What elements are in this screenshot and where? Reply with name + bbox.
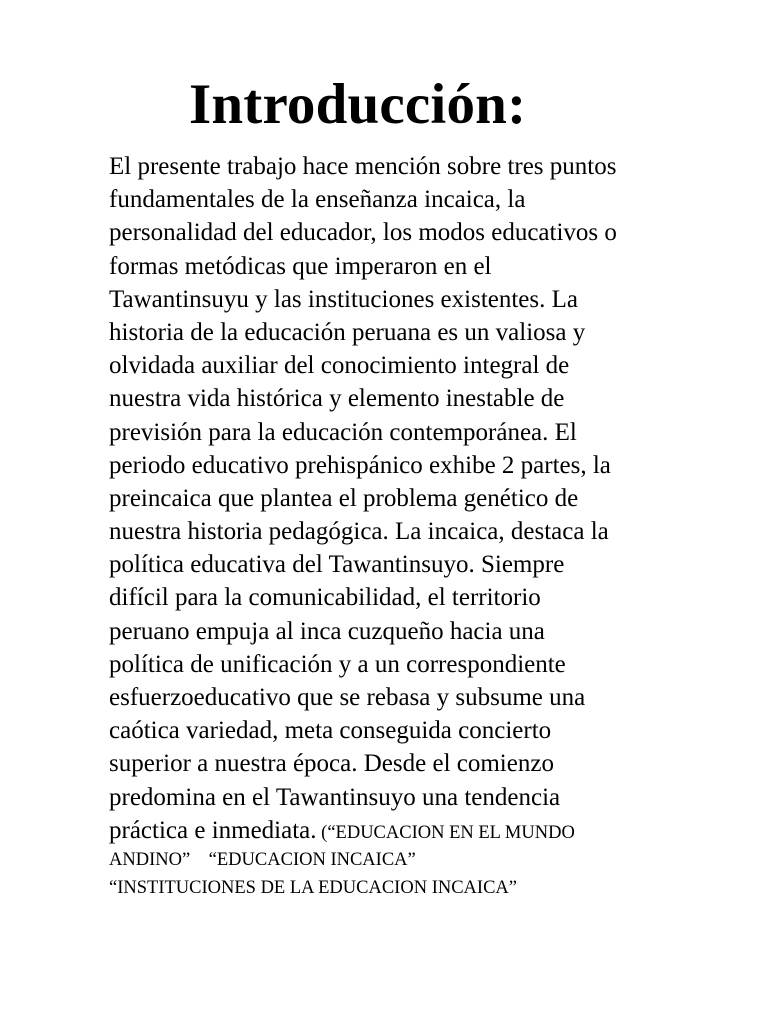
body-text-line: previsión para la educación contemporánea. El	[109, 418, 577, 446]
body-text-line: personalidad del educador, los modos educativos o	[109, 219, 617, 247]
body-text-line: nuestra vida histórica y elemento inestable de	[109, 385, 565, 413]
body-text-line: difícil para la comunicabilidad, el territorio	[109, 584, 541, 612]
body-text-line	[109, 814, 617, 847]
body-text-line: política educativa del Tawantinsuyo. Siempre	[109, 551, 565, 579]
body-text-line: caótica variedad, meta conseguida concierto	[109, 717, 552, 745]
reference-line: “INSTITUCIONES DE LA EDUCACION INCAICA”	[109, 878, 517, 898]
body-text-line: fundamentales de la enseñanza incaica, la	[109, 186, 526, 214]
body-text-line: periodo educativo prehispánico exhibe 2 partes, la	[109, 451, 611, 479]
body-text-line: peruano empuja al inca cuzqueño hacia una	[109, 617, 545, 645]
page-title: Introducción:	[189, 73, 527, 136]
body-text-line: Tawantinsuyu y las instituciones existentes. La	[109, 285, 578, 313]
body-text-line: nuestra historia pedagógica. La incaica, destaca la	[109, 518, 609, 546]
body-text-line: preincaica que plantea el problema genético de	[109, 484, 579, 512]
references-block	[109, 846, 517, 902]
body-text-line-end: práctica e inmediata.	[109, 816, 317, 844]
reference-line: ANDINO” “EDUCACION INCAICA”	[109, 850, 416, 870]
body-text-line: olvidada auxiliar del conocimiento integral de	[109, 352, 570, 380]
body-text-line: El presente trabajo hace mención sobre tres puntos	[109, 153, 617, 180]
reference-text-start: (“EDUCACION EN EL MUNDO	[316, 822, 575, 843]
body-text-line: política de unificación y a un correspondiente	[109, 650, 566, 678]
body-text-line: superior a nuestra época. Desde el comienzo	[109, 750, 554, 778]
body-text-line: historia de la educación peruana es un valiosa y	[109, 318, 586, 346]
body-paragraph	[109, 150, 617, 847]
body-text-line: formas metódicas que imperaron en el	[109, 252, 492, 280]
body-text-line: esfuerzoeducativo que se rebasa y subsume una	[109, 684, 586, 711]
body-text-line: predomina en el Tawantinsuyo una tendencia	[109, 783, 561, 811]
